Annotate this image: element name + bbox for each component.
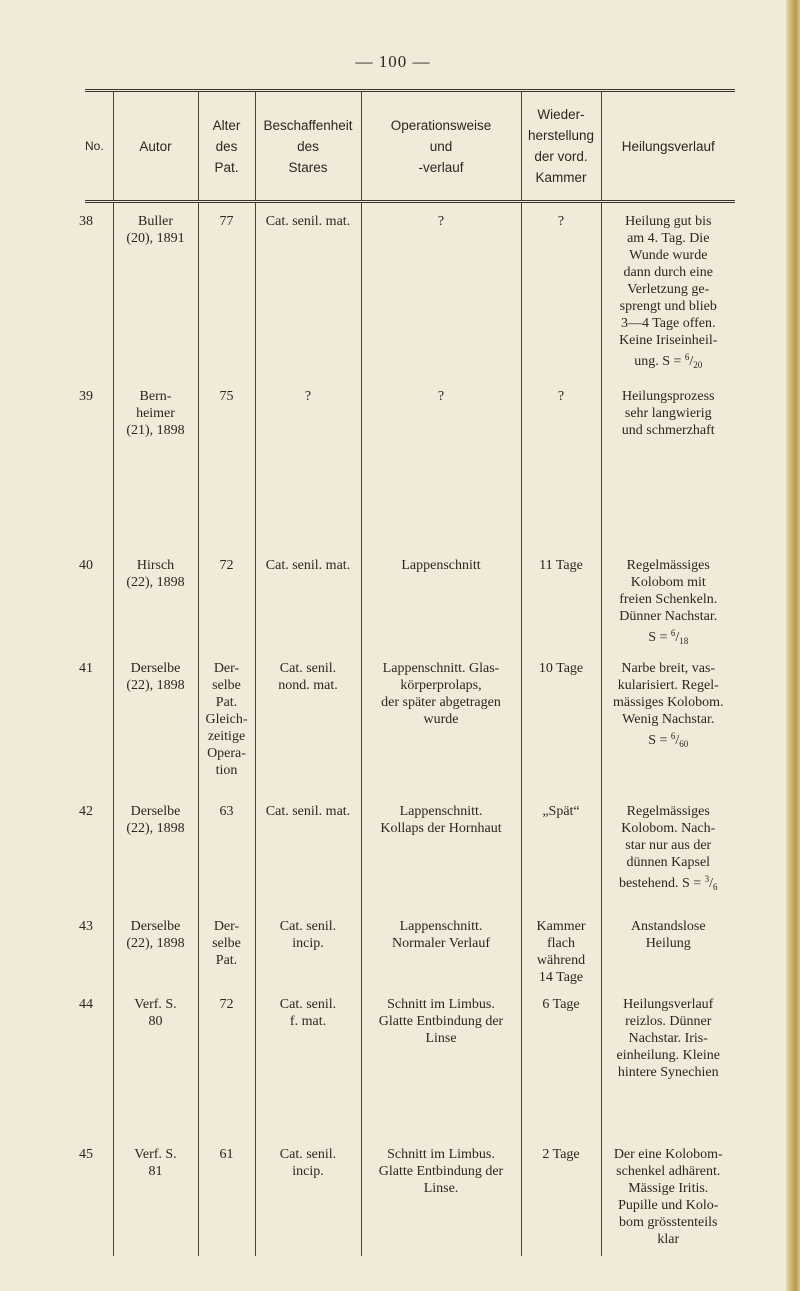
wiederherstellung-line: 6 Tage [542, 997, 580, 1012]
autor-line: (21), 1898 [126, 423, 185, 438]
heilung-line: Mässige Iritis. [628, 1181, 709, 1196]
page-number: — 100 — [355, 52, 431, 71]
fraction-numerator: 3 [704, 874, 710, 884]
header-operation-text: Operationsweise und -verlauf [390, 117, 492, 175]
fraction-numerator: 6 [670, 731, 676, 741]
operation-line: ? [437, 389, 445, 404]
cell-alter [198, 1136, 255, 1256]
wiederherstellung-line: während [536, 953, 586, 968]
cell-autor [113, 793, 198, 908]
cell-wiederherstellung [521, 793, 601, 908]
fraction-denominator: 18 [679, 636, 689, 646]
cell-wiederherstellung [521, 378, 601, 547]
heilung-line: Dünner Nachstar. [619, 609, 718, 624]
heilung-line: hintere Synechien [617, 1065, 719, 1080]
table-body [79, 202, 735, 1257]
operation-line: Lappenschnitt. [399, 919, 483, 934]
heilung-line: reizlos. Dünner [625, 1014, 712, 1029]
heilung-line: Anstandslose [630, 919, 706, 934]
fraction-denominator: 20 [693, 360, 703, 370]
heilung-line: Narbe breit, vas- [621, 661, 716, 676]
heilung-line: S = [648, 733, 671, 748]
cell-operation [361, 378, 521, 547]
cell-beschaffenheit [255, 793, 361, 908]
heilung-line: einheilung. Kleine [616, 1048, 720, 1063]
cell-beschaffenheit [255, 986, 361, 1136]
row-number: 40 [79, 558, 93, 573]
operation-line: körperprolaps, [400, 678, 482, 693]
heilung-line: klar [657, 1232, 680, 1247]
cell-beschaffenheit [255, 547, 361, 650]
beschaffenheit-line: nond. mat. [278, 678, 338, 693]
heilung-last-line [605, 871, 733, 896]
heilung-line: ung. S = [634, 354, 685, 369]
beschaffenheit-line: Cat. senil. [279, 997, 337, 1012]
cell-beschaffenheit [255, 908, 361, 986]
header-operation [361, 91, 521, 202]
wiederherstellung-line: 10 Tage [538, 661, 584, 676]
cell-heilung [601, 547, 735, 650]
heilung-line: am 4. Tag. Die [627, 231, 710, 246]
beschaffenheit-line: incip. [292, 936, 324, 951]
heilung-line: Heilung [645, 936, 691, 951]
beschaffenheit-line: incip. [292, 1164, 324, 1179]
cell-autor [113, 986, 198, 1136]
heilung-line: Keine Iriseinheil- [619, 333, 718, 348]
autor-line: Derselbe [130, 804, 181, 819]
cell-autor [113, 650, 198, 793]
operation-line: Lappenschnitt. Glas- [382, 661, 500, 676]
autor-line: Hirsch [136, 558, 175, 573]
alter-line: 61 [219, 1147, 234, 1162]
cell-alter [198, 793, 255, 908]
header-beschaffenheit [255, 91, 361, 202]
fraction-denominator: 6 [713, 882, 718, 892]
cell-wiederherstellung [521, 1136, 601, 1256]
beschaffenheit-line: Cat. senil. mat. [265, 558, 351, 573]
alter-line: selbe [212, 936, 241, 951]
alter-line: 72 [219, 558, 234, 573]
operation-line: wurde [423, 712, 459, 727]
cell-operation [361, 908, 521, 986]
heilung-line: Der eine Kolobom- [613, 1147, 723, 1162]
heilung-line: Verletzung ge- [627, 282, 710, 297]
cell-operation [361, 793, 521, 908]
cell-alter [198, 202, 255, 379]
operation-line: Linse. [423, 1181, 459, 1196]
header-heilungsverlauf: Heilungsverlauf [601, 91, 735, 202]
autor-line: (22), 1898 [126, 575, 185, 590]
autor-line: (22), 1898 [126, 936, 185, 951]
cell-heilung [601, 378, 735, 547]
cell-autor [113, 908, 198, 986]
heilung-line: bestehend. S = [618, 876, 705, 891]
autor-line: Bern- [139, 389, 172, 404]
heilung-line: Regelmässiges [626, 804, 710, 819]
beschaffenheit-line: Cat. senil. [279, 1147, 337, 1162]
operation-line: Kollaps der Hornhaut [380, 821, 502, 836]
cell-no [79, 908, 113, 986]
heilung-line: Wenig Nachstar. [622, 712, 715, 727]
cell-wiederherstellung [521, 650, 601, 793]
heilung-line: Heilungsprozess [621, 389, 715, 404]
alter-line: Gleich- [205, 712, 248, 727]
alter-line: 77 [219, 214, 234, 229]
heilung-line: Kolobom. Nach- [621, 821, 716, 836]
page-edge [786, 0, 800, 1291]
header-alter [198, 91, 255, 202]
fraction-denominator: 60 [679, 739, 689, 749]
operation-line: Lappenschnitt. [399, 804, 483, 819]
heilung-line: kularisiert. Regel- [617, 678, 719, 693]
alter-line: Pat. [215, 953, 238, 968]
autor-line: Verf. S. [134, 997, 177, 1012]
cell-beschaffenheit [255, 1136, 361, 1256]
heilung-line: schenkel adhärent. [616, 1164, 721, 1179]
autor-line: (20), 1891 [126, 231, 185, 246]
cell-no [79, 202, 113, 379]
autor-line: (22), 1898 [126, 678, 185, 693]
heilung-line: Regelmässiges [626, 558, 710, 573]
row-number: 44 [79, 997, 93, 1012]
cell-heilung [601, 1136, 735, 1256]
cell-autor [113, 202, 198, 379]
cell-operation [361, 202, 521, 379]
heilung-line: dünnen Kapsel [626, 855, 711, 870]
beschaffenheit-line: Cat. senil. mat. [265, 214, 351, 229]
cell-autor [113, 547, 198, 650]
heilung-line: Heilungsverlauf [623, 997, 714, 1012]
cell-wiederherstellung [521, 986, 601, 1136]
table-header-row [85, 91, 735, 202]
heilung-last-line [605, 349, 733, 374]
cell-alter [198, 986, 255, 1136]
wiederherstellung-line: „Spät“ [542, 804, 580, 819]
operation-line: Lappenschnitt [401, 558, 481, 573]
header-autor: Autor [113, 91, 198, 202]
table-row [85, 986, 735, 1136]
heilung-line: Nachstar. Iris- [628, 1031, 708, 1046]
cell-no [79, 986, 113, 1136]
heilung-line: 3—4 Tage offen. [620, 316, 716, 331]
heilung-line: dann durch eine [623, 265, 713, 280]
beschaffenheit-line: Cat. senil. [279, 919, 337, 934]
cell-alter [198, 547, 255, 650]
fraction-numerator: 6 [670, 628, 676, 638]
operation-line: ? [437, 214, 445, 229]
beschaffenheit-line: f. mat. [289, 1014, 327, 1029]
cell-no [79, 793, 113, 908]
autor-line: Verf. S. [134, 1147, 177, 1162]
cell-heilung [601, 986, 735, 1136]
operation-line: Glatte Entbindung der [378, 1014, 504, 1029]
table-row [85, 650, 735, 793]
autor-line: Buller [138, 214, 173, 229]
cell-autor [113, 378, 198, 547]
operation-line: Linse [425, 1031, 457, 1046]
alter-line: Der- [213, 919, 240, 934]
cell-heilung [601, 202, 735, 379]
row-number: 38 [79, 214, 93, 229]
wiederherstellung-line: 2 Tage [542, 1147, 580, 1162]
cell-wiederherstellung [521, 202, 601, 379]
row-number: 39 [79, 389, 93, 404]
table-row [85, 793, 735, 908]
heilung-line: und schmerzhaft [621, 423, 715, 438]
autor-line: Derselbe [130, 919, 181, 934]
autor-line: Derselbe [130, 661, 181, 676]
header-no: No. [85, 91, 113, 202]
table-row [85, 202, 735, 379]
heilung-line: Kolobom mit [630, 575, 706, 590]
visus-fraction: $^6/_{60}$ [670, 731, 689, 749]
row-number: 43 [79, 919, 93, 934]
cell-heilung [601, 908, 735, 986]
heilung-last-line [605, 728, 733, 753]
cell-no [79, 1136, 113, 1256]
wiederherstellung-line: ? [557, 214, 565, 229]
beschaffenheit-line: ? [304, 389, 312, 404]
wiederherstellung-line: flach [547, 936, 575, 951]
alter-line: 72 [219, 997, 234, 1012]
heilung-line: freien Schenkeln. [619, 592, 718, 607]
header-wiederherstellung [521, 91, 601, 202]
cell-alter [198, 650, 255, 793]
header-wiederherstellung-text: Wieder-herstellung der vord. Kammer [527, 107, 595, 185]
header-beschaffenheit-text: Beschaffenheit des Stares [263, 117, 353, 175]
beschaffenheit-line: Cat. senil. mat. [265, 804, 351, 819]
row-number: 45 [79, 1147, 93, 1162]
header-alter-text: Alter des Pat. [212, 117, 241, 175]
cell-beschaffenheit [255, 202, 361, 379]
autor-line: 80 [148, 1014, 163, 1029]
alter-line: Opera- [207, 746, 246, 761]
operation-line: Glatte Entbindung der [378, 1164, 504, 1179]
wiederherstellung-line: 11 Tage [539, 558, 583, 573]
alter-line: tion [215, 763, 238, 778]
case-table [79, 89, 735, 1256]
operation-line: Normaler Verlauf [391, 936, 491, 951]
fraction-numerator: 6 [684, 352, 690, 362]
table-row [85, 1136, 735, 1256]
heilung-line: mässiges Kolobom. [613, 695, 724, 710]
cell-wiederherstellung [521, 547, 601, 650]
wiederherstellung-line: ? [557, 389, 565, 404]
cell-no [79, 378, 113, 547]
cell-beschaffenheit [255, 378, 361, 547]
cell-alter [198, 908, 255, 986]
wiederherstellung-line: Kammer [536, 919, 586, 934]
heilung-last-line [605, 625, 733, 650]
alter-line: selbe [212, 678, 241, 693]
table-row [85, 547, 735, 650]
heilung-line: Pupille und Kolo- [618, 1198, 719, 1213]
alter-line: 63 [219, 804, 234, 819]
alter-line: Pat. [215, 695, 238, 710]
heilung-line: sprengt und blieb [619, 299, 717, 314]
cell-operation [361, 547, 521, 650]
visus-fraction: $^3/_6$ [704, 874, 718, 892]
operation-line: Schnitt im Limbus. [387, 997, 495, 1012]
heilung-line: Heilung gut bis [625, 214, 712, 229]
cell-no [79, 650, 113, 793]
autor-line: (22), 1898 [126, 821, 185, 836]
table-row [85, 908, 735, 986]
row-number: 42 [79, 804, 93, 819]
alter-line: 75 [219, 389, 234, 404]
alter-line: Der- [213, 661, 240, 676]
heilung-line: Wunde wurde [629, 248, 708, 263]
heilung-line: star nur aus der [625, 838, 712, 853]
beschaffenheit-line: Cat. senil. [279, 661, 337, 676]
heilung-line: S = [648, 630, 671, 645]
alter-line: zeitige [207, 729, 246, 744]
heilung-line: bom grösstenteils [619, 1215, 718, 1230]
autor-line: heimer [136, 406, 175, 421]
cell-operation [361, 650, 521, 793]
visus-fraction: $^6/_{20}$ [684, 352, 703, 370]
cell-heilung [601, 650, 735, 793]
wiederherstellung-line: 14 Tage [538, 970, 584, 985]
cell-operation [361, 986, 521, 1136]
cell-heilung [601, 793, 735, 908]
autor-line: 81 [148, 1164, 163, 1179]
table-row [85, 378, 735, 547]
cell-no [79, 547, 113, 650]
cell-operation [361, 1136, 521, 1256]
cell-autor [113, 1136, 198, 1256]
visus-fraction: $^6/_{18}$ [670, 628, 689, 646]
operation-line: Schnitt im Limbus. [387, 1147, 495, 1162]
cell-beschaffenheit [255, 650, 361, 793]
cell-alter [198, 378, 255, 547]
cell-wiederherstellung [521, 908, 601, 986]
heilung-line: sehr langwierig [624, 406, 712, 421]
row-number: 41 [79, 661, 93, 676]
operation-line: der später abgetragen [381, 695, 501, 710]
